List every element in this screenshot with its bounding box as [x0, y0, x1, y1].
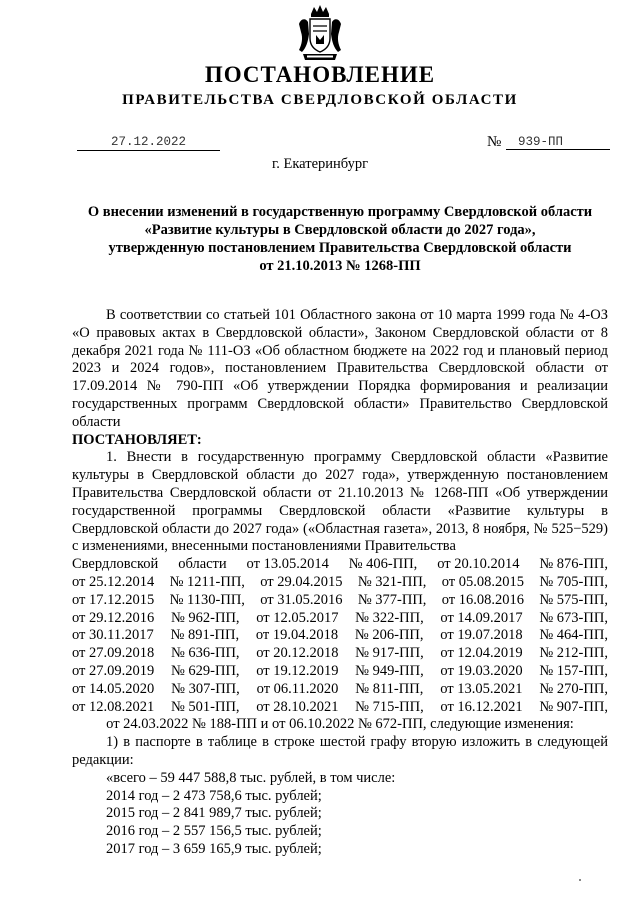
amendment-cell: от 14.09.2017: [440, 609, 523, 626]
amendment-cell: от 29.12.2016: [72, 609, 155, 626]
amendment-cell: № 1211-ПП,: [169, 573, 245, 590]
amendment-row: [72, 610, 608, 628]
scan-speck: [579, 879, 581, 881]
amendments-list-end: от 24.03.2022 № 188-ПП и от 06.10.2022 № 672-ПП, следующие изменения:: [106, 716, 574, 733]
amendment-cell: от 05.08.2015: [441, 573, 525, 590]
amendment-cell: № 157-ПП,: [539, 662, 608, 679]
amendment-cell: № 673-ПП,: [539, 609, 608, 626]
amendment-row: [72, 663, 608, 681]
amendment-cell: Свердловской: [72, 556, 159, 573]
amendment-row: [72, 681, 608, 699]
decree-keyword: ПОСТАНОВЛЯЕТ:: [72, 431, 202, 448]
document-heading: [60, 203, 620, 275]
amount-line: 2015 год – 2 841 989,7 тыс. рублей;: [106, 805, 322, 822]
amendment-cell: № 321-ПП,: [357, 573, 427, 590]
amendment-cell: от 19.04.2018: [255, 627, 339, 644]
amendment-cell: № 406-ПП,: [348, 556, 418, 573]
item-1-paragraph: 1. Внести в государственную программу Свердловской области «Развитие культуры в Свердловской области до 2027 года», утвержденную постановлением Правительства Свердловской области от 21.10.2013 № 1268-ПП «Об утверждении государственной программы Свердловской области «Развитие культуры в Свердловской области до 2027 года» («Областная газета», 2013, 8 ноября, № 525−529) с изменениями, внесенными постановлениями Правительства: [72, 449, 608, 555]
amendment-cell: № 270-ПП,: [539, 680, 608, 697]
amendment-row: [72, 699, 608, 717]
amendment-cell: № 876-ПП,: [539, 556, 608, 573]
amendment-cell: от 29.04.2015: [260, 573, 343, 590]
amendment-cell: № 891-ПП,: [170, 627, 240, 644]
issuing-authority: ПРАВИТЕЛЬСТВА СВЕРДЛОВСКОЙ ОБЛАСТИ: [122, 92, 518, 108]
amendment-cell: № 811-ПП,: [355, 680, 424, 697]
amendment-row: [72, 574, 608, 592]
amendment-cell: от 31.05.2016: [260, 591, 343, 608]
amendment-cell: от 16.08.2016: [441, 591, 525, 608]
amount-line: «всего – 59 447 588,8 тыс. рублей, в том числе:: [106, 769, 396, 786]
amendment-cell: от 27.09.2019: [72, 662, 155, 679]
amendment-cell: № 575-ПП,: [539, 591, 608, 608]
amendment-cell: от 30.11.2017: [72, 627, 154, 644]
amendment-cell: от 12.05.2017: [256, 609, 339, 626]
amendment-row: [72, 627, 608, 645]
amendment-row: [72, 592, 608, 610]
amendment-cell: № 636-ПП,: [170, 645, 240, 662]
amendment-cell: от 12.08.2021: [72, 698, 155, 715]
amendment-row: [72, 645, 608, 663]
heading-line: О внесении изменений в государственную программу Свердловской области: [87, 204, 593, 220]
amendment-cell: № 962-ПП,: [170, 609, 240, 626]
amendment-cell: № 1130-ПП,: [169, 591, 245, 608]
amendment-cell: от 19.07.2018: [440, 627, 523, 644]
coat-of-arms-emblem: [297, 4, 343, 62]
amendment-cell: от 17.12.2015: [72, 591, 155, 608]
amendment-row: [72, 556, 608, 574]
amendment-cell: от 13.05.2014: [246, 556, 329, 573]
decree-number: 939-ПП: [506, 135, 610, 150]
amendment-cell: от 16.12.2021: [440, 698, 523, 715]
amendment-cell: от 12.04.2019: [440, 645, 523, 662]
amendment-cell: от 06.11.2020: [256, 680, 339, 697]
amendment-cell: от 14.05.2020: [72, 680, 155, 697]
amendment-cell: № 322-ПП,: [355, 609, 424, 626]
city: г. Екатеринбург: [271, 156, 369, 172]
amendment-cell: № 377-ПП,: [357, 591, 427, 608]
amendment-cell: № 949-ПП,: [355, 662, 424, 679]
amendment-cell: № 917-ПП,: [355, 645, 424, 662]
amendment-cell: № 212-ПП,: [539, 645, 608, 662]
heading-line: «Развитие культуры в Свердловской области до 2027 года»,: [144, 222, 536, 238]
amount-line: 2017 год – 3 659 165,9 тыс. рублей;: [106, 840, 322, 857]
amendment-cell: № 715-ПП,: [355, 698, 424, 715]
amendments-list: [72, 556, 608, 716]
amendment-cell: от 27.09.2018: [72, 645, 155, 662]
amendment-cell: № 501-ПП,: [170, 698, 240, 715]
heading-line: утвержденную постановлением Правительства Свердловской области: [108, 240, 572, 256]
amendment-cell: от 13.05.2021: [440, 680, 523, 697]
amendment-cell: № 907-ПП,: [539, 698, 608, 715]
amendment-cell: от 20.12.2018: [256, 645, 339, 662]
amendment-cell: от 25.12.2014: [72, 573, 155, 590]
amendment-cell: от 19.03.2020: [440, 662, 523, 679]
decree-date: 27.12.2022: [77, 135, 220, 151]
number-sign: №: [487, 134, 502, 150]
intro-paragraph: В соответствии со статьей 101 Областного закона от 10 марта 1999 года № 4-ОЗ «О правовых актах в Свердловской области», Законом Свердловской области от 8 декабря 2021 года № 111-ОЗ «Об областном бюджете на 2022 год и плановый период 2023 и 2024 годов», постановлением Правительства Свердловской области от 17.09.2014 № 790-ПП «Об утверждении Порядка формирования и реализации государственных программ Свердловской области» Правительство Свердловской области: [72, 307, 608, 430]
amount-line: 2016 год – 2 557 156,5 тыс. рублей;: [106, 823, 322, 840]
amendment-cell: № 307-ПП,: [171, 680, 240, 697]
amendment-cell: № 629-ПП,: [170, 662, 240, 679]
amendment-cell: от 19.12.2019: [256, 662, 339, 679]
amendment-cell: от 20.10.2014: [437, 556, 520, 573]
document-body: [72, 307, 608, 859]
amendment-cell: от 28.10.2021: [256, 698, 339, 715]
amendment-cell: № 705-ПП,: [539, 573, 608, 590]
amount-line: 2014 год – 2 473 758,6 тыс. рублей;: [106, 787, 322, 804]
amendment-cell: области: [178, 556, 227, 573]
amendment-cell: № 206-ПП,: [354, 627, 424, 644]
document-type-title: ПОСТАНОВЛЕНИЕ: [204, 62, 436, 87]
subitem-1-paragraph: 1) в паспорте в таблице в строке шестой графу вторую изложить в следующей редакции:: [72, 734, 608, 768]
amendment-cell: № 464-ПП,: [539, 627, 608, 644]
heading-line: от 21.10.2013 № 1268-ПП: [259, 258, 421, 274]
